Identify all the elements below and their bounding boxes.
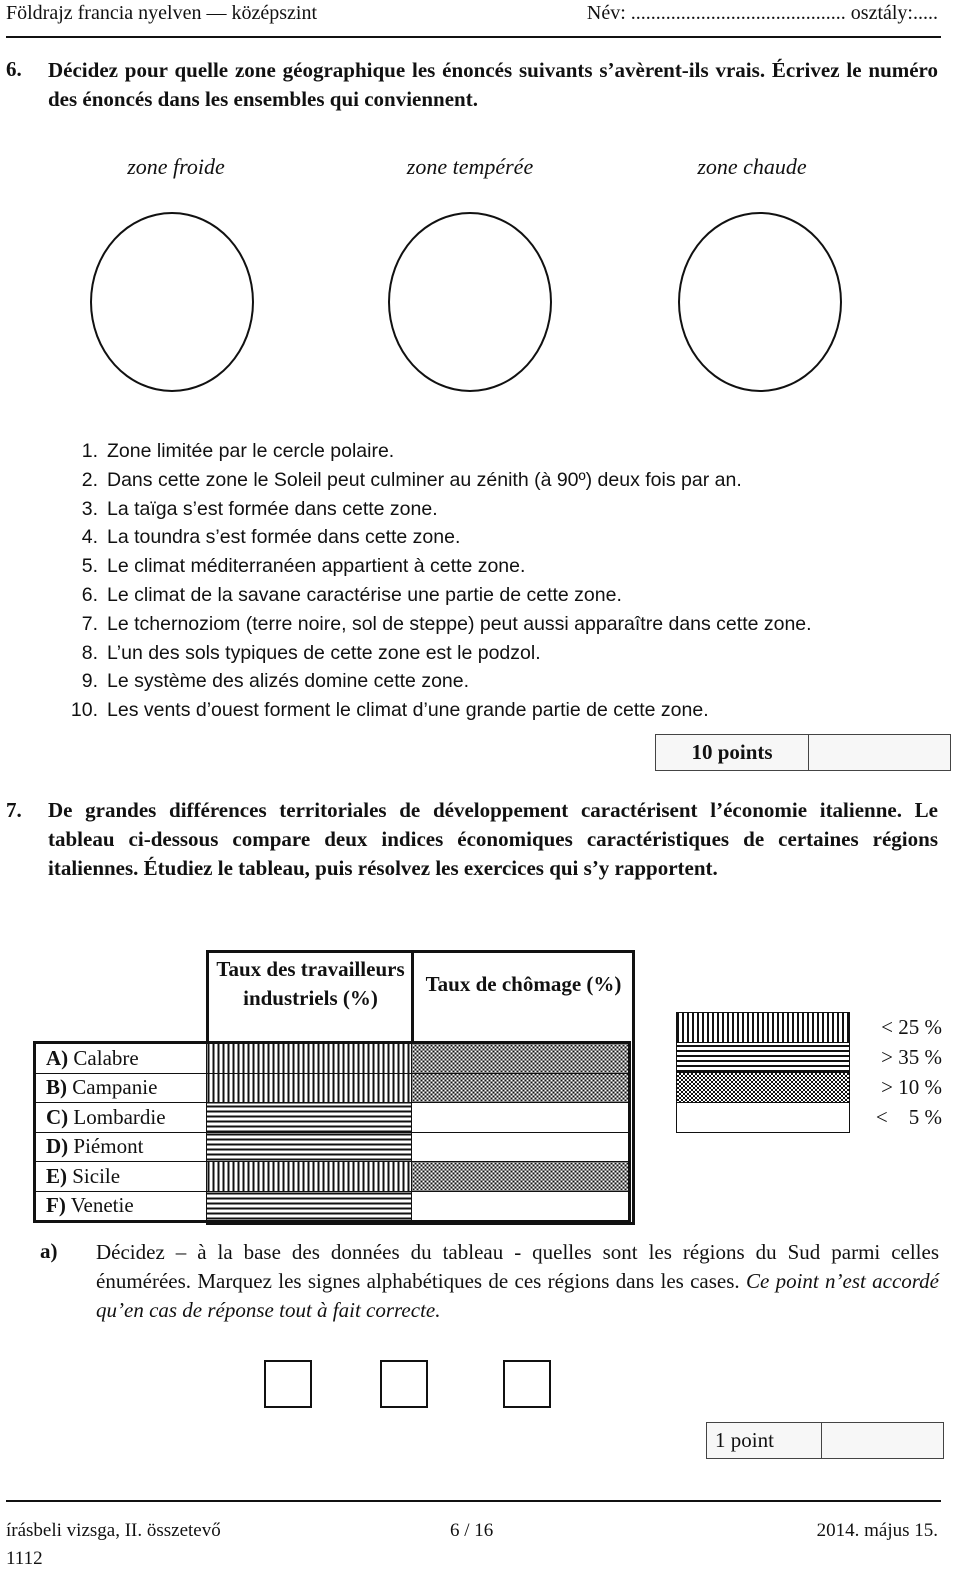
region-name-cell (35, 1043, 207, 1074)
region-name: Lombardie (73, 1104, 166, 1129)
statement-item: 1. Zone limitée par le cercle polaire. (81, 440, 395, 462)
q6-points-label: 10 points (656, 735, 809, 770)
statement-item: 7. Le tchernoziom (terre noire, sol de steppe) peut aussi apparaître dans cette zone. (81, 612, 812, 635)
q6-number: 6. (6, 57, 22, 81)
legend-swatches (676, 1012, 850, 1133)
table-row (35, 1043, 630, 1074)
statement-item: 4. La toundra s’est formée dans cette zone. (81, 526, 461, 549)
zone-set-hot[interactable] (678, 212, 842, 392)
header-divider (411, 953, 414, 1041)
legend-label-lt5: < 5 % (875, 1105, 942, 1129)
legend-labels (850, 1012, 942, 1132)
region-letter: F) (46, 1193, 66, 1218)
region-name-cell (35, 1073, 207, 1103)
table-row (35, 1132, 630, 1162)
zone-set-cold[interactable] (90, 212, 254, 392)
table-row (35, 1073, 630, 1103)
unemployment-rate-cell (412, 1162, 630, 1192)
region-letter: C) (46, 1104, 69, 1129)
legend-label-gt10: > 10 % (881, 1075, 942, 1099)
part-a-points-label: 1 point (707, 1423, 822, 1458)
legend-label-lt25: < 25 % (881, 1015, 942, 1039)
footer-date: 2014. május 15. (816, 1520, 938, 1541)
statement-list (60, 437, 812, 725)
region-name: Sicile (72, 1163, 121, 1188)
footer-code: 1112 (6, 1548, 43, 1569)
industrial-rate-cell (207, 1162, 412, 1192)
industrial-rate-cell (207, 1043, 412, 1074)
unemployment-rate-cell (412, 1132, 630, 1162)
zone-set-temperate[interactable] (388, 212, 552, 392)
statement-item: 3. La taïga s’est formée dans cette zone. (81, 497, 438, 520)
unemployment-rate-cell (412, 1103, 630, 1133)
header-rule (6, 36, 941, 38)
table-row (35, 1162, 630, 1192)
statement-item: 8. L’un des sols typiques de cette zone est le podzol. (81, 641, 541, 664)
region-letter: E) (46, 1163, 67, 1188)
industrial-rate-cell (207, 1103, 412, 1133)
statement-item: 6. Le climat de la savane caractérise une partie de cette zone. (81, 583, 622, 606)
statement-item: 9. Le système des alizés domine cette zone. (81, 670, 470, 693)
footer-exam: írásbeli vizsga, II. összetevő (6, 1520, 221, 1541)
part-a-points-box (706, 1422, 944, 1459)
q6-score-field[interactable] (809, 735, 950, 770)
part-a-label: a) (40, 1239, 58, 1263)
header-subject: Földrajz francia nyelven — középszint (6, 2, 317, 24)
legend-swatch-blank (677, 1103, 849, 1132)
zone-label-temperate: zone tempérée (406, 154, 534, 179)
q6-points-box (655, 734, 951, 771)
part-a-score-field[interactable] (822, 1423, 943, 1458)
col-header-unemployment: Taux de chômage (%) (425, 972, 622, 996)
region-name: Campanie (72, 1075, 158, 1100)
region-name-cell (35, 1103, 207, 1133)
region-name: Venetie (70, 1193, 134, 1218)
q7-text: De grandes différences territoriales de développement caractérisent l’économie italienne. Le tableau ci-dessous compare deux indices économiques caractéristiques de certaines régions italiennes. Étudiez le tableau, puis résolvez les exercices qui s’y rapportent. (48, 798, 938, 880)
footer-rule (6, 1500, 941, 1502)
table-row (35, 1191, 630, 1222)
answer-box-1[interactable] (264, 1360, 312, 1408)
unemployment-rate-cell (412, 1043, 630, 1074)
zone-label-hot: zone chaude (697, 154, 807, 179)
part-a-text: Décidez – à la base des données du tableau - quelles sont les régions du Sud parmi celles énumérées. Marquez les signes alphabétiques de ces régions dans les cases. Ce point n’est accordé qu’en cas de réponse tout à fait correcte. (96, 1240, 940, 1322)
zone-label-cold: zone froide (127, 154, 225, 179)
region-name-cell (35, 1132, 207, 1162)
statement-item: 10. Les vents d’ouest forment le climat d’une grande partie de cette zone. (70, 699, 709, 722)
industrial-rate-cell (207, 1132, 412, 1162)
header-name-class: Név: ........................................... osztály:..... (586, 2, 938, 24)
legend-label-gt35: > 35 % (881, 1045, 942, 1069)
answer-box-3[interactable] (503, 1360, 551, 1408)
region-name: Piémont (73, 1134, 144, 1159)
region-name-cell (35, 1162, 207, 1192)
table-row (35, 1103, 630, 1133)
footer-page: 6 / 16 (450, 1520, 494, 1541)
industrial-rate-cell (207, 1191, 412, 1222)
region-name: Calabre (73, 1045, 139, 1070)
legend-swatch-vertical (677, 1013, 849, 1043)
region-name-cell (35, 1191, 207, 1222)
region-letter: A) (46, 1045, 69, 1070)
legend-swatch-horizontal (677, 1043, 849, 1073)
col-header-industrial: Taux des travailleurs industriels (%) (216, 957, 405, 1010)
unemployment-rate-cell (412, 1073, 630, 1103)
q6-text: Décidez pour quelle zone géographique les énoncés suivants s’avèrent-ils vrais. Écrivez le numéro des énoncés dans les ensembles qui conviennent. (48, 58, 938, 111)
legend-swatch-checkered (677, 1073, 849, 1103)
answer-box-2[interactable] (380, 1360, 428, 1408)
industrial-rate-cell (207, 1073, 412, 1103)
region-letter: D) (46, 1134, 69, 1159)
statement-item: 5. Le climat méditerranéen appartient à cette zone. (81, 555, 526, 578)
region-letter: B) (46, 1075, 67, 1100)
q7-number: 7. (6, 798, 22, 822)
regions-table (33, 1041, 631, 1223)
part-a-note: Ce point n’est accordé qu’en cas de réponse tout à fait correcte. (96, 1269, 940, 1322)
unemployment-rate-cell (412, 1191, 630, 1222)
statement-item: 2. Dans cette zone le Soleil peut culminer au zénith (à 90º) deux fois par an. (81, 468, 742, 491)
